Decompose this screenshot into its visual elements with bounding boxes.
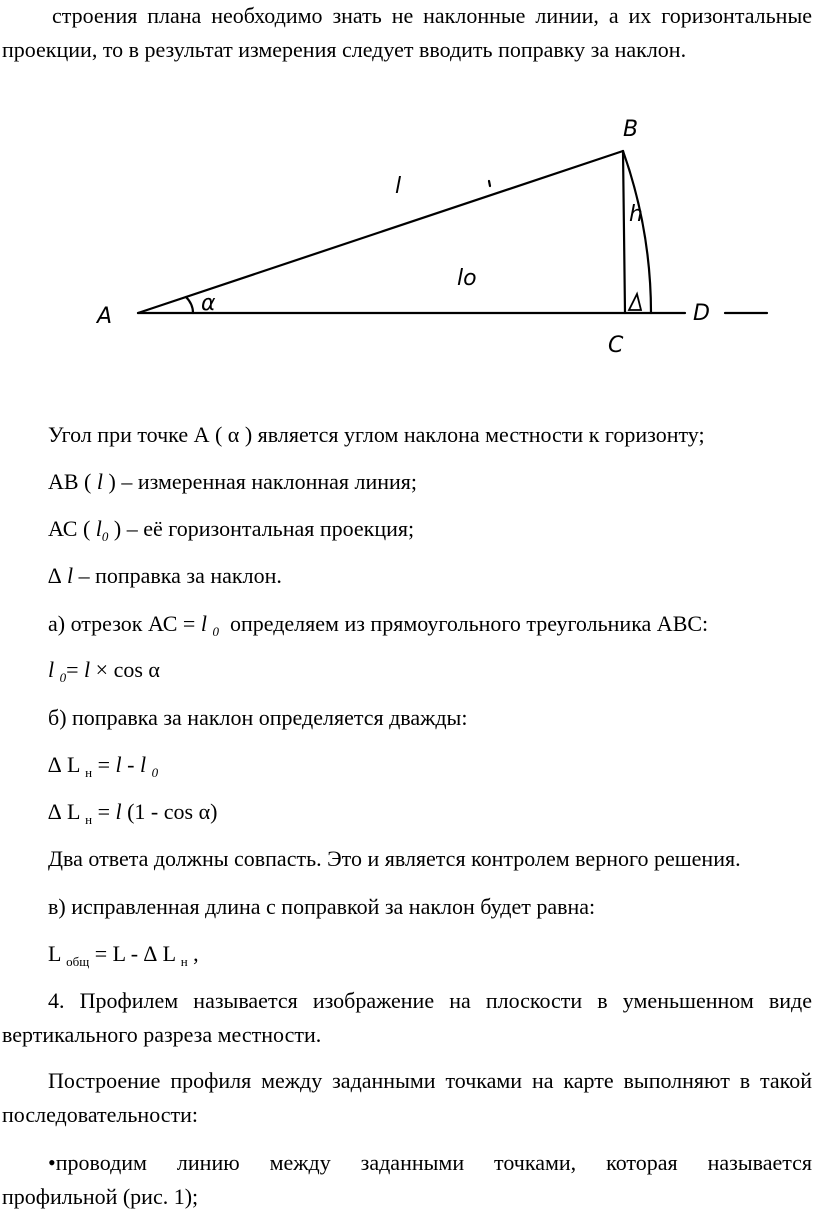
step-a: а) отрезок АС = l $_0$ определяем из прямоугольного треугольника АВС: <box>48 611 709 639</box>
formula-total: L $_{общ}$ = L - ∆ L $_н$ , <box>48 941 199 969</box>
intro-line-1: строения плана необходимо знать не наклонные линии, а их горизонтальные <box>52 3 812 28</box>
definition-ac: АС ( $l_0$ ) – её горизонтальная проекция; <box>48 516 415 544</box>
profile-def-line-1: 4. Профилем называется изображение на плоскости в уменьшенном виде <box>48 988 812 1013</box>
definition-ab: АВ ( l ) – измеренная наклонная линия; <box>48 469 418 494</box>
step-b: б) поправка за наклон определяется дважды: <box>48 705 468 730</box>
label-d: D <box>693 301 710 326</box>
line-bc <box>623 151 625 313</box>
profile-steps-line-1: Построение профиля между заданными точками на карте выполняют в такой <box>48 1068 812 1093</box>
step-c: в) исправленная длина с поправкой за наклон будет равна: <box>48 894 596 919</box>
label-h: h <box>629 202 643 227</box>
label-a: A <box>97 304 113 329</box>
formula-delta-1: ∆ L $_н$ = l - l $_0$ <box>48 752 159 780</box>
formula-l0: l $_0$= l × cos α <box>48 657 160 685</box>
formula-delta-2: ∆ L $_н$ = l (1 - cos α) <box>48 799 218 827</box>
check-text: Два ответа должны совпасть. Это и является контролем верного решения. <box>48 846 741 871</box>
label-b: B <box>623 117 639 142</box>
label-c: C <box>608 333 624 358</box>
delta-mark <box>629 294 641 310</box>
intro-line-2: проекции, то в результат измерения следует вводить поправку за наклон. <box>2 37 687 62</box>
label-alpha: α <box>201 291 216 316</box>
arc-h <box>623 151 651 313</box>
definition-delta-l: ∆ l – поправка за наклон. <box>48 563 282 588</box>
tick-mark <box>489 181 490 186</box>
label-lo: lo <box>457 266 477 291</box>
profile-steps-line-2: последовательности: <box>2 1102 199 1127</box>
bullet-line-2: профильной (рис. 1); <box>2 1184 199 1209</box>
label-l: l <box>395 174 402 199</box>
line-ab <box>138 151 623 313</box>
bullet-line-1: •проводим линию между заданными точками, которая называется <box>48 1150 812 1175</box>
definition-angle: Угол при точке А ( α ) является углом наклона местности к горизонту; <box>48 422 705 447</box>
arc-alpha <box>186 297 193 313</box>
slope-triangle-diagram <box>0 80 816 410</box>
profile-def-line-2: вертикального разреза местности. <box>2 1022 322 1047</box>
